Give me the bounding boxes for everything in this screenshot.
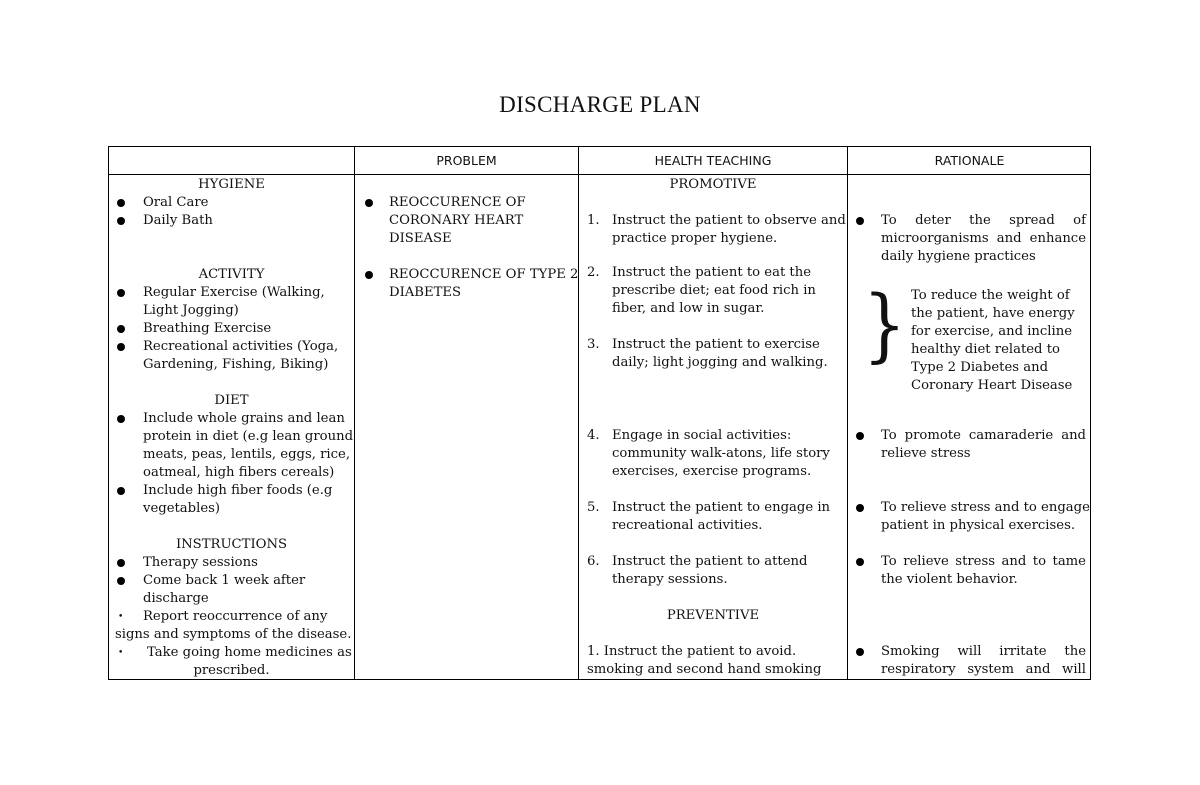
hygiene-heading: HYGIENE	[198, 177, 265, 192]
rationale-text-cont: the patient, have energy	[911, 306, 1075, 321]
bullet-icon	[856, 558, 864, 566]
bullet-icon	[117, 577, 125, 585]
item-number: 1.	[587, 213, 600, 228]
rationale-text-cont: Coronary Heart Disease	[911, 378, 1073, 393]
teaching-item: Instruct the patient to exercise	[612, 337, 820, 352]
teaching-item-cont: recreational activities.	[612, 518, 763, 533]
teaching-item-cont: therapy sessions.	[612, 572, 728, 587]
promotive-heading: PROMOTIVE	[669, 177, 757, 192]
teaching-item: Instruct the patient to engage in	[612, 500, 831, 515]
item-number: 6.	[587, 554, 600, 569]
header-col1	[109, 147, 354, 174]
rationale-text-cont: microorganisms and enhance	[881, 231, 1086, 246]
list-item: Breathing Exercise	[143, 321, 272, 336]
rationale-text-cont: the violent behavior.	[881, 572, 1018, 587]
header-rationale: RATIONALE	[934, 153, 1005, 168]
activity-heading: ACTIVITY	[198, 267, 265, 282]
column-divider	[847, 147, 848, 679]
bullet-icon	[117, 487, 125, 495]
list-item: Take going home medicines as	[147, 645, 352, 660]
rationale-text-cont: respiratory system and will	[881, 662, 1086, 677]
problem-item-cont: DIABETES	[389, 285, 462, 300]
bullet-icon	[117, 415, 125, 423]
header-problem: PROBLEM	[436, 153, 497, 168]
bullet-icon	[117, 343, 125, 351]
bullet-icon	[117, 325, 125, 333]
bullet-icon	[856, 504, 864, 512]
list-item-cont: Gardening, Fishing, Biking)	[143, 357, 329, 372]
problem-item-cont: CORONARY HEART	[389, 213, 524, 228]
list-item: Come back 1 week after	[143, 573, 306, 588]
list-item: Regular Exercise (Walking,	[143, 285, 325, 300]
preventive-item: 1. Instruct the patient to avoid.	[587, 644, 797, 659]
column-divider	[354, 147, 355, 679]
list-item-cont: oatmeal, high fibers cereals)	[143, 465, 335, 480]
item-number: 2.	[587, 265, 600, 280]
list-item: Daily Bath	[143, 213, 213, 228]
list-item-cont: meats, peas, lentils, eggs, rice,	[143, 447, 351, 462]
teaching-item: Instruct the patient to eat the	[612, 265, 812, 280]
list-item: Oral Care	[143, 195, 209, 210]
rationale-text-cont: healthy diet related to	[911, 342, 1060, 357]
header-divider	[109, 174, 1090, 175]
list-item-cont: discharge	[143, 591, 209, 606]
list-item-cont: vegetables)	[143, 501, 221, 516]
list-item: Recreational activities (Yoga,	[143, 339, 339, 354]
rationale-text: To deter the spread of	[881, 213, 1086, 228]
bullet-icon	[856, 217, 864, 225]
problem-item-cont: DISEASE	[389, 231, 452, 246]
bullet-icon	[117, 217, 125, 225]
item-number: 5.	[587, 500, 600, 515]
teaching-item-cont: exercises, exercise programs.	[612, 464, 812, 479]
list-item-cont: Light Jogging)	[143, 303, 239, 318]
header-health-teaching: HEALTH TEACHING	[654, 153, 772, 168]
rationale-text: To relieve stress and to tame	[881, 554, 1086, 569]
rationale-text: Smoking will irritate the	[881, 644, 1086, 659]
item-number: 4.	[587, 428, 600, 443]
rationale-text: To relieve stress and to engage	[881, 500, 1090, 515]
problem-item: REOCCURENCE OF	[389, 195, 526, 210]
teaching-item-cont: community walk-atons, life story	[612, 446, 830, 461]
teaching-item: Instruct the patient to attend	[612, 554, 808, 569]
teaching-item-cont: practice proper hygiene.	[612, 231, 778, 246]
preventive-item-cont: smoking and second hand smoking	[587, 662, 822, 677]
bullet-icon	[856, 648, 864, 656]
rationale-text-cont: daily hygiene practices	[881, 249, 1036, 264]
rationale-text-cont: for exercise, and incline	[911, 324, 1073, 339]
bullet-icon	[117, 289, 125, 297]
teaching-item-cont: prescribe diet; eat food rich in	[612, 283, 816, 298]
bullet-icon	[365, 199, 373, 207]
list-item-cont: signs and symptoms of the disease.	[115, 627, 352, 642]
document-title: DISCHARGE PLAN	[499, 92, 701, 117]
bullet-icon	[365, 271, 373, 279]
discharge-plan-table	[108, 146, 1091, 680]
instructions-heading: INSTRUCTIONS	[175, 537, 288, 552]
teaching-item: Engage in social activities:	[612, 428, 792, 443]
list-item: Therapy sessions	[143, 555, 258, 570]
rationale-text: To promote camaraderie and	[881, 428, 1086, 443]
preventive-heading: PREVENTIVE	[666, 608, 760, 623]
list-item: Include whole grains and lean	[143, 411, 345, 426]
column-divider	[578, 147, 579, 679]
teaching-item: Instruct the patient to observe and	[612, 213, 846, 228]
teaching-item-cont: fiber, and low in sugar.	[612, 301, 765, 316]
rationale-text: To reduce the weight of	[911, 288, 1070, 303]
list-item-cont: prescribed.	[193, 663, 270, 678]
item-number: 3.	[587, 337, 600, 352]
small-bullet-icon: •	[118, 612, 124, 622]
rationale-text-cont: patient in physical exercises.	[881, 518, 1076, 533]
bullet-icon	[117, 559, 125, 567]
problem-item: REOCCURENCE OF TYPE 2	[389, 267, 579, 282]
brace-symbol: }	[862, 278, 907, 371]
diet-heading: DIET	[214, 393, 249, 408]
rationale-text-cont: relieve stress	[881, 446, 971, 461]
bullet-icon	[856, 432, 864, 440]
list-item: Include high fiber foods (e.g	[143, 483, 333, 498]
small-bullet-icon: •	[118, 648, 124, 658]
list-item: Report reoccurrence of any	[143, 609, 328, 624]
rationale-text-cont: Type 2 Diabetes and	[911, 360, 1049, 375]
list-item-cont: protein in diet (e.g lean ground	[143, 429, 354, 444]
teaching-item-cont: daily; light jogging and walking.	[612, 355, 828, 370]
bullet-icon	[117, 199, 125, 207]
